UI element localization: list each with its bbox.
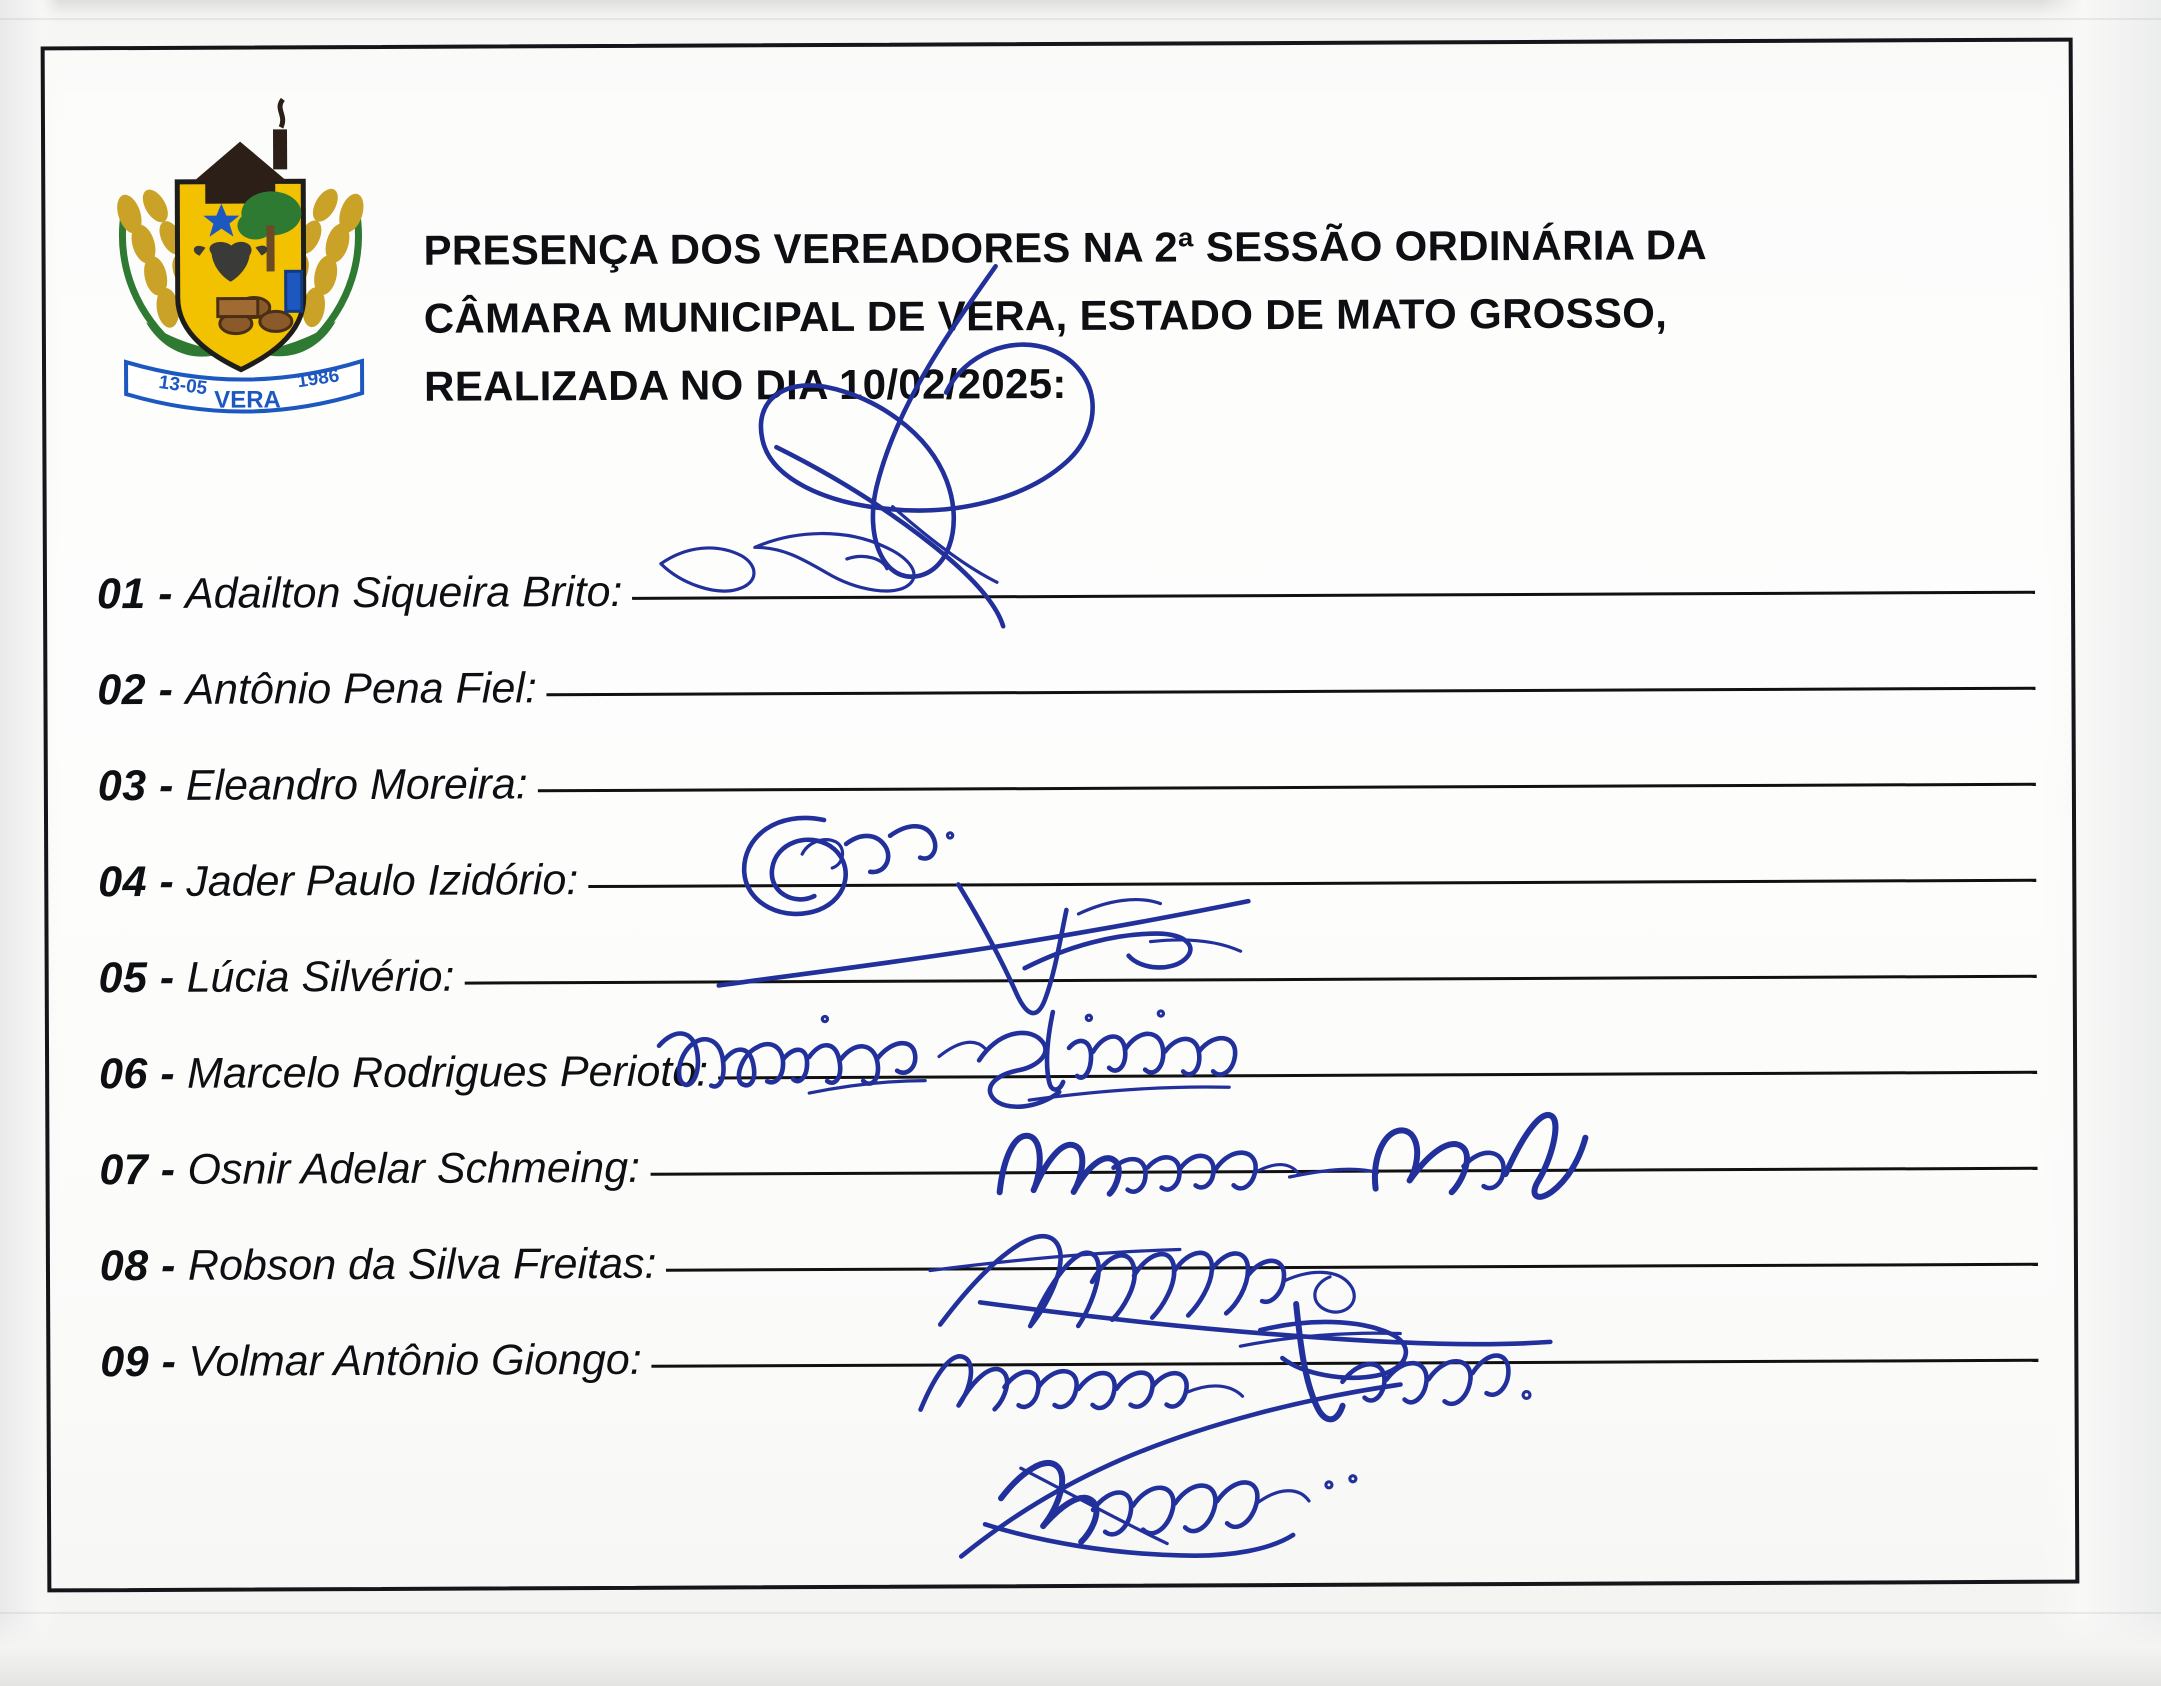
document-header <box>85 78 2010 422</box>
row-number: 07 - <box>99 1145 176 1195</box>
page-fold-line-top <box>0 18 2161 20</box>
attendance-row <box>67 658 2035 763</box>
svg-text:1986: 1986 <box>295 365 341 393</box>
title-line-2: CÂMARA MUNICIPAL DE VERA, ESTADO DE MATO GROSSO, <box>423 289 1668 342</box>
signature-line[interactable] <box>650 1166 2038 1176</box>
title-line-3: REALIZADA NO DIA 10/02/2025: <box>424 360 1067 410</box>
page-bottom-edge-shadow <box>0 1616 2161 1686</box>
row-number: 03 - <box>97 761 174 811</box>
attendance-list <box>67 562 2039 1435</box>
signature-line[interactable] <box>588 878 2036 888</box>
councilor-name: Lúcia Silvério: <box>186 952 455 1002</box>
attendance-row <box>70 1234 2038 1339</box>
councilor-name: Eleandro Moreira: <box>185 760 528 810</box>
attendance-row <box>69 1042 2037 1147</box>
signature-line[interactable] <box>538 782 2036 793</box>
row-number: 02 - <box>97 665 174 715</box>
row-number: 08 - <box>99 1241 177 1291</box>
signature-line[interactable] <box>666 1262 2038 1272</box>
row-number: 01 - <box>96 569 174 619</box>
councilor-name: Adailton Siqueira Brito: <box>184 567 623 618</box>
row-number: 05 - <box>98 953 175 1003</box>
councilor-name: Antônio Pena Fiel: <box>185 664 537 714</box>
svg-text:13-05: 13-05 <box>157 372 209 400</box>
attendance-row <box>68 754 2036 859</box>
row-number: 09 - <box>100 1337 177 1387</box>
svg-text:VERA: VERA <box>214 386 281 414</box>
page-fold-line-bottom <box>0 1612 2161 1614</box>
signature-line[interactable] <box>464 974 2036 985</box>
councilor-name: Osnir Adelar Schmeing: <box>187 1143 641 1194</box>
signature-line[interactable] <box>718 1070 2037 1080</box>
attendance-row <box>69 1138 2037 1243</box>
attendance-row <box>67 562 2035 667</box>
row-number: 06 - <box>98 1049 176 1099</box>
attendance-row <box>70 1330 2038 1435</box>
municipal-coat-of-arms-icon <box>85 85 396 416</box>
page-top-edge-shadow <box>0 0 2161 26</box>
signature-line[interactable] <box>632 590 2035 600</box>
attendance-sheet-frame <box>41 38 2080 1593</box>
councilor-name: Robson da Silva Freitas: <box>187 1239 657 1290</box>
signature-line[interactable] <box>547 686 2036 696</box>
attendance-row <box>69 946 2037 1051</box>
councilor-name: Marcelo Rodrigues Perioto: <box>187 1047 709 1098</box>
councilor-name: Volmar Antônio Giongo: <box>188 1335 642 1386</box>
title-line-1: PRESENÇA DOS VEREADORES NA 2ª SESSÃO ORDINÁRIA DA <box>423 221 1708 274</box>
attendance-row <box>68 850 2036 955</box>
document-title <box>423 79 1708 421</box>
row-number: 04 - <box>98 857 175 907</box>
signature-line[interactable] <box>652 1358 2039 1368</box>
councilor-name: Jader Paulo Izidório: <box>186 856 579 906</box>
